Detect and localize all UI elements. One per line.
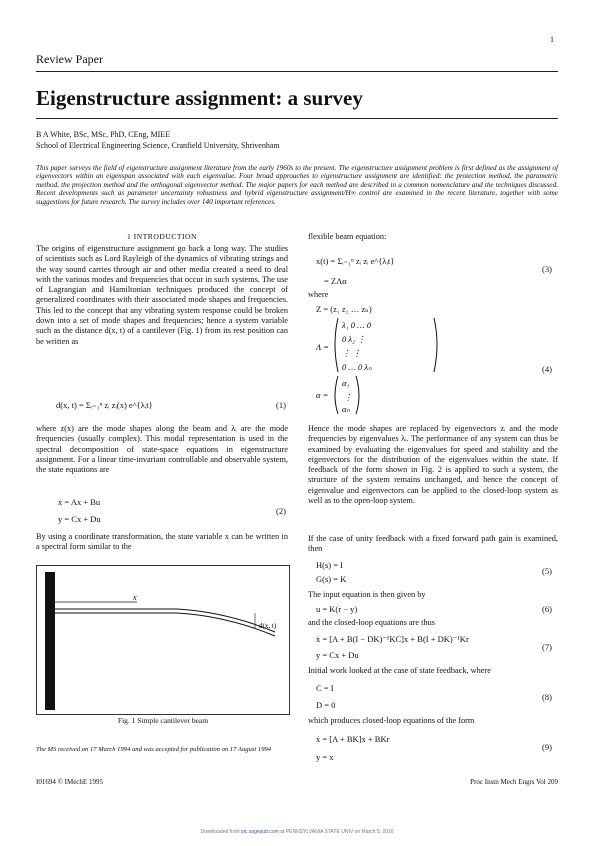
equation-1-number: (1) <box>276 400 286 410</box>
lambda-label: Λ = <box>316 342 329 352</box>
equation-9a: ẋ = [A + BK]x + BKr <box>316 734 390 744</box>
lambda-row-3: ⋮ ⋮ <box>342 348 362 358</box>
x-label: x <box>133 593 137 602</box>
right-paragraph-6: which produces closed-loop equations of the form <box>308 716 475 725</box>
header-rule <box>36 71 558 72</box>
right-paragraph-1: Hence the mode shapes are replaced by eigenvectors zᵢ and the mode frequencies by eigenvalues λᵢ. The performance of any system can thus be examined by evaluating the eigenvalues for speed and stability and the eigenvectors for the distribution of the eigenvalues within the state. If feedback of the form shown in Fig. 2 is applied to such a system, the structure of the system remains unchanged, and hence the concept of eigenvalue and eigenvectors can be applied to the closed-loop system as well as to the open-loop system. <box>308 424 558 506</box>
equation-2a: ẋ = Ax + Bu <box>58 497 101 507</box>
figure-1-frame <box>36 565 290 715</box>
right-paragraph-5: Initial work looked at the case of state feedback, where <box>308 666 491 675</box>
equation-7b: y = Cx + Du <box>316 650 359 660</box>
download-suffix: at PENNSYLVANIA STATE UNIV on March 5, 2016 <box>280 829 394 835</box>
equation-3a: x(t) = Σᵢ₌₁ⁿ zᵢ zᵢ e^{λᵢt} <box>316 256 395 266</box>
equation-8-number: (8) <box>542 692 552 702</box>
equation-2-number: (2) <box>276 506 286 516</box>
where-label: where <box>308 290 329 299</box>
fixed-wall <box>45 572 55 710</box>
lambda-row-1: λ₁ 0 … 0 <box>342 320 372 330</box>
equation-6-number: (6) <box>542 604 552 614</box>
equation-3-number: (3) <box>542 264 552 274</box>
equation-7-number: (7) <box>542 642 552 652</box>
equation-5b: G(s) = K <box>316 574 347 584</box>
lambda-right-bracket <box>434 318 437 372</box>
affiliation: School of Electrical Engineering Science, Cranfield University, Shrivenham <box>36 141 280 150</box>
equation-7a: ẋ = [A + B(I − DK)⁻¹KC]x + B(I + DK)⁻¹Kr <box>316 634 469 644</box>
received-footnote: The MS received on 17 March 1994 and was accepted for publication on 17 August 1994 <box>36 746 272 753</box>
equation-5-number: (5) <box>542 566 552 576</box>
lambda-row-4: 0 … 0 λₙ <box>342 362 372 372</box>
intro-paragraph-3: By using a coordinate transformation, the state variable x can be written in a spectral form similar to the <box>36 532 288 552</box>
alpha-row-2: ⋮ <box>344 392 353 402</box>
right-paragraph-4: and the closed-loop equations are thus <box>308 618 435 627</box>
equation-4-matrices <box>316 314 456 416</box>
figure-1-caption: Fig. 1 Simple cantilever beam <box>117 716 209 725</box>
deflection-label: d(x, t) <box>259 622 277 630</box>
download-link[interactable]: pic.sagepub.com <box>241 829 279 835</box>
footer-copyright: I01694 © IMechE 1995 <box>36 778 103 786</box>
equation-5a: H(s) = I <box>316 560 343 570</box>
equation-8a: C = I <box>316 683 334 693</box>
intro-paragraph-1: The origins of eigenstructure assignment go back a long way. The studies of scientists such as Lord Rayleigh of the dynamics of vibrating strings and the way sound carries through air and other media created a need to deal with the various modes and frequencies that occur in such systems. The use of Lagrangian and Hamiltonian techniques produced the concept of generalized coordinates with their associated mode shapes and frequencies. This led to the concept that any vibrating system response could be broken down into a set of mode shapes and frequencies; hence a system variable such as the distance d(x, t) of a cantilever (Fig. 1) from its rest position can be written as <box>36 244 288 346</box>
equation-9b: y = x <box>316 752 334 762</box>
equation-4-z: Z = (z₁ z₂ … zₙ) <box>316 304 372 314</box>
alpha-right-bracket <box>356 376 359 414</box>
equation-2b: y = Cx + Du <box>58 514 101 524</box>
alpha-row-1: α₁ <box>342 378 350 388</box>
lambda-left-bracket <box>335 318 338 372</box>
paper-title: Eigenstructure assignment: a survey <box>36 86 363 110</box>
right-paragraph-0: flexible beam equation: <box>308 232 387 241</box>
alpha-left-bracket <box>335 376 338 414</box>
lambda-row-2: 0 λ₂ ⋮ <box>342 334 366 344</box>
equation-6: u = K(r − y) <box>316 604 358 614</box>
equation-1: d(x, t) = Σᵢ₌₁ⁿ zᵢ zᵢ(x) e^{λᵢt} <box>56 400 153 410</box>
kicker-label: Review Paper <box>36 52 103 66</box>
footer-journal: Proc Instn Mech Engrs Vol 209 <box>470 778 558 786</box>
beam-bottom <box>55 613 275 636</box>
right-paragraph-2: If the case of unity feedback with a fixed forward path gain is examined, then <box>308 534 558 554</box>
abstract: This paper surveys the field of eigenstructure assignment literature from the early 1960s to the present. The eigenstructure assignment problem is first defined as the assignment of eigenvectors within an eigenspan associated with each eigenvalue. Four broad approaches to eigenstructure assignment are identified: the protection method, the parametric method, the projection method and the orthogonal eigenvector method. The major papers for each method are described in a common nomenclature and the techniques discussed. Recent developments such as parameter uncertainty robustness and hybrid eigenstructure assignment/H∞ control are examined in the recent literature, together with some suggestions for future research. The survey includes over 140 important references. <box>36 164 558 206</box>
right-paragraph-3: The input equation is then given by <box>308 590 426 599</box>
alpha-row-3: αₙ <box>342 404 350 414</box>
equation-8b: D = 0 <box>316 700 336 710</box>
equation-4-number: (4) <box>542 364 552 374</box>
intro-paragraph-2: where z(x) are the mode shapes along the beam and λᵢ are the mode frequencies (usually complex). This modal representation is used in the spectral decomposition of state-space equations in eigenstructure assignment. For a linear time-invariant controllable and observable system, the state equations are <box>36 424 288 475</box>
download-prefix: Downloaded from <box>200 829 240 835</box>
alpha-label: α = <box>316 390 329 400</box>
title-rule <box>36 118 558 119</box>
download-notice <box>0 829 594 835</box>
cantilever-beam-diagram <box>37 566 289 714</box>
page-number: 1 <box>550 35 554 44</box>
equation-9-number: (9) <box>542 742 552 752</box>
section-heading: 1 INTRODUCTION <box>126 232 198 241</box>
equation-3b: = ZΛα <box>324 276 347 286</box>
authors: B A White, BSc, MSc, PhD, CEng, MIEE <box>36 130 171 139</box>
beam-top <box>55 609 275 632</box>
